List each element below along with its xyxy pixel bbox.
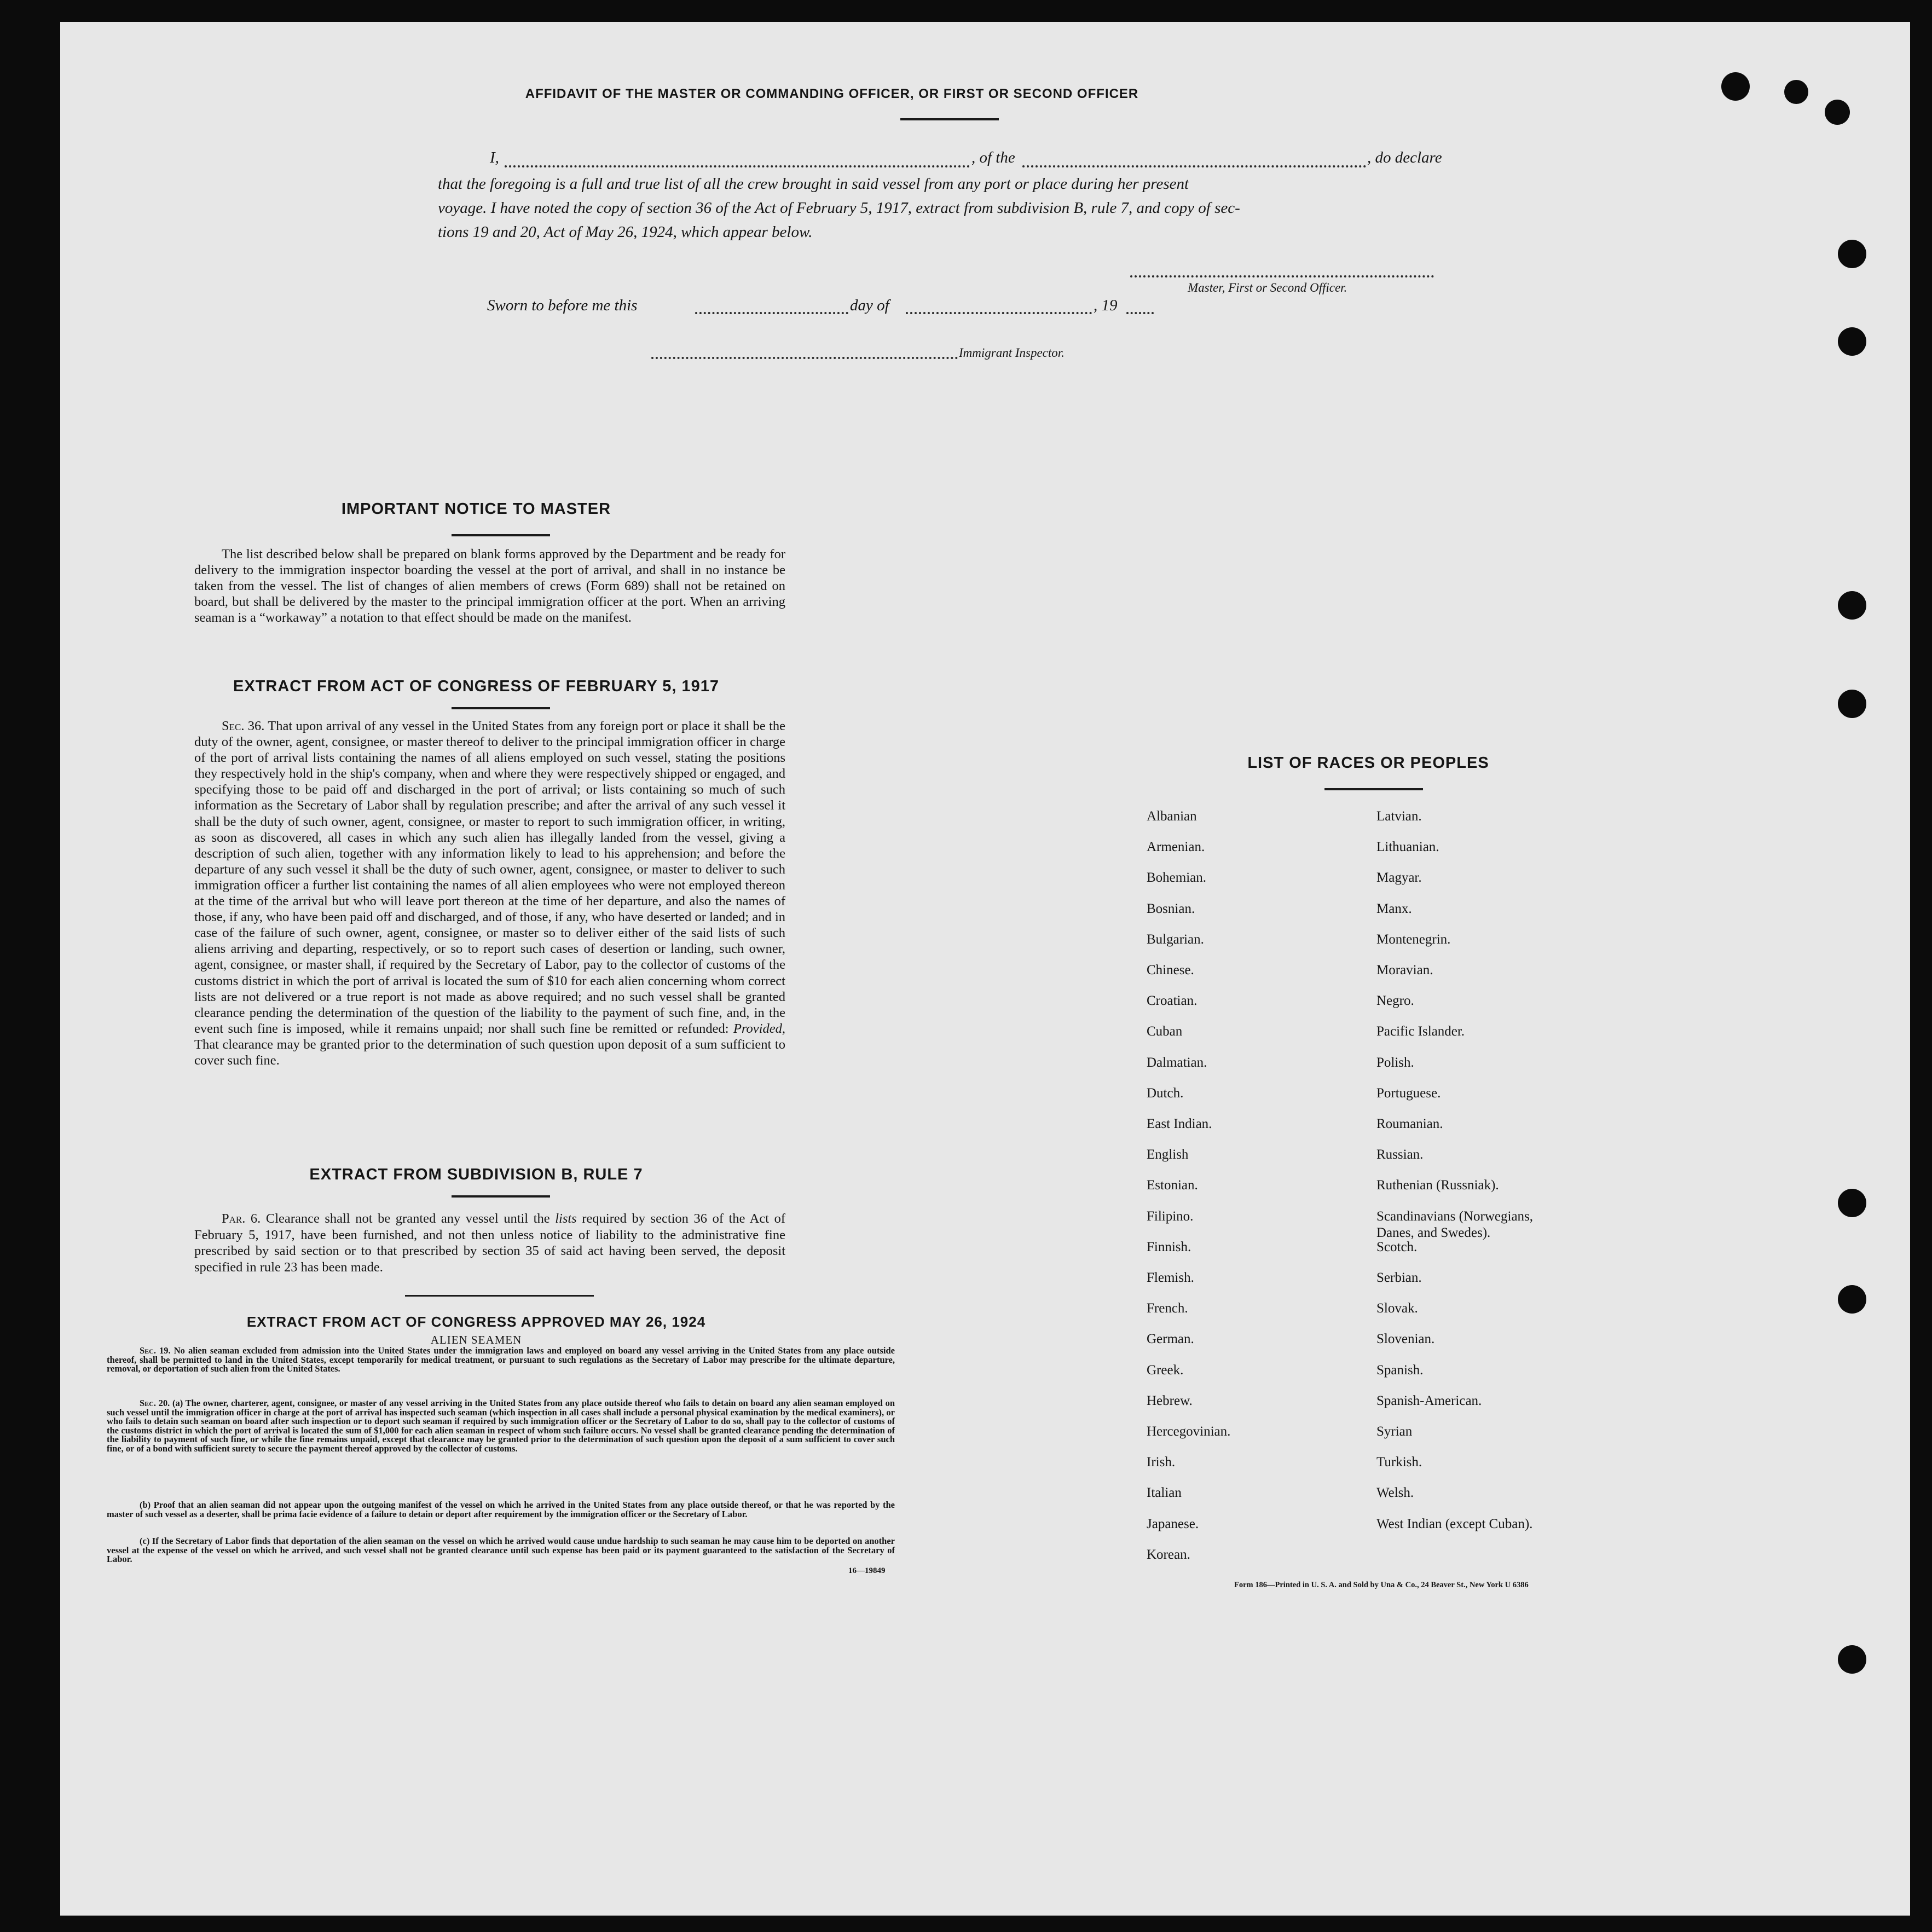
notice-rule	[452, 534, 550, 536]
sec-19-body: No alien seaman excluded from admission into the United States under the immigration laws and employed on board any vessel arriving in the United States from any place outside thereof, shall be permitted to land in the United States, except temporarily for medical treatment, or pursuant to such regulations as the Secretary of Labor may prescribe for the ultimate departure, removal, or deportation of such alien from the United States.	[107, 1345, 895, 1374]
notice-title: IMPORTANT NOTICE TO MASTER	[341, 500, 611, 518]
race-item: Slovenian.	[1376, 1332, 1435, 1347]
punch-hole	[1838, 690, 1866, 718]
signature-label: Master, First or Second Officer.	[1188, 281, 1347, 294]
affidavit-line-3: voyage. I have noted the copy of section 36 of the Act of February 5, 1917, extract from subdivision B, rule 7, and copy of sec-	[438, 199, 1240, 217]
affidavit-i-label: I,	[490, 149, 499, 166]
race-item: Italian	[1147, 1485, 1182, 1501]
inspector-blank[interactable]	[651, 357, 958, 359]
punch-hole	[1838, 591, 1866, 620]
punch-hole	[1838, 327, 1866, 356]
sec-19-label: Sec. 19.	[140, 1345, 171, 1356]
race-item: Hebrew.	[1147, 1393, 1193, 1408]
punch-hole	[1784, 80, 1808, 104]
alien-seamen-subtitle: ALIEN SEAMEN	[430, 1333, 522, 1346]
race-item: Moravian.	[1376, 963, 1433, 977]
inspector-label: Immigrant Inspector.	[959, 346, 1065, 360]
race-item: Korean.	[1147, 1547, 1190, 1562]
affidavit-of-the: , of the	[971, 149, 1015, 166]
race-item: Polish.	[1376, 1055, 1414, 1070]
race-item: Flemish.	[1147, 1270, 1194, 1285]
name-blank[interactable]	[505, 165, 970, 167]
sec-19-text	[107, 1346, 895, 1374]
race-item: Greek.	[1147, 1362, 1184, 1378]
race-item: Danes, and Swedes).	[1376, 1225, 1491, 1240]
race-item: Portuguese.	[1376, 1085, 1441, 1101]
race-item: Spanish.	[1376, 1362, 1424, 1378]
affidavit-line-2: that the foregoing is a full and true list of all the crew brought in said vessel from any port or place during her present	[438, 175, 1189, 193]
race-item: Croatian.	[1147, 993, 1198, 1009]
rule7-title: EXTRACT FROM SUBDIVISION B, RULE 7	[309, 1166, 643, 1183]
race-item: Ruthenian (Russniak).	[1376, 1178, 1499, 1193]
race-item: Japanese.	[1147, 1516, 1199, 1531]
rule7-body-b: required by section 36 of the Act of February 5, 1917, have been furnished, and not then unless notice of liability to the administrative fine prescribed by said section or to that prescribed by section 35 of said act having been served, the deposit specified in rule 23 has been made.	[194, 1211, 786, 1275]
sec-36-label: Sec. 36.	[222, 719, 265, 733]
affidavit-do-declare: , do declare	[1367, 149, 1442, 166]
rule7-rule	[452, 1195, 550, 1198]
race-item: West Indian (except Cuban).	[1376, 1516, 1533, 1531]
provided-word: Provided,	[733, 1021, 785, 1036]
form-code: 16—19849	[848, 1566, 886, 1575]
affidavit-line-4: tions 19 and 20, Act of May 26, 1924, which appear below.	[438, 223, 813, 241]
race-item: Albanian	[1147, 809, 1197, 824]
punch-hole	[1838, 1645, 1866, 1674]
race-item: English	[1147, 1147, 1189, 1162]
race-item: Syrian	[1376, 1424, 1413, 1439]
race-item: Montenegrin.	[1376, 932, 1451, 947]
race-item: Hercegovinian.	[1147, 1424, 1231, 1439]
punch-hole	[1838, 1285, 1866, 1314]
printer-imprint: Form 186—Printed in U. S. A. and Sold by Una & Co., 24 Beaver St., New York U 6386	[1234, 1581, 1529, 1589]
sec-20-label: Sec. 20.	[140, 1398, 170, 1408]
sworn-label: Sworn to before me this	[487, 297, 638, 314]
year-prefix: , 19	[1094, 297, 1118, 314]
race-item: Bulgarian.	[1147, 932, 1204, 947]
extract-1917-rule	[452, 707, 550, 709]
title-rule	[900, 118, 999, 120]
race-item: Finnish.	[1147, 1239, 1191, 1254]
race-item: Bohemian.	[1147, 870, 1207, 886]
sec-20a-text	[107, 1399, 895, 1453]
races-rule	[1324, 788, 1423, 790]
affidavit-title: AFFIDAVIT OF THE MASTER OR COMMANDING OFFICER, OR FIRST OR SECOND OFFICER	[525, 86, 1139, 101]
race-item: Roumanian.	[1376, 1117, 1443, 1131]
race-item: Bosnian.	[1147, 901, 1195, 916]
race-item: Latvian.	[1376, 809, 1422, 824]
year-blank[interactable]	[1126, 312, 1154, 314]
race-item: Dalmatian.	[1147, 1055, 1207, 1070]
race-item: East Indian.	[1147, 1117, 1212, 1131]
sec-20c-text: (c) If the Secretary of Labor finds that deportation of the alien seaman on the vessel on which he arrived would cause undue hardship to such seaman he may cause him to be deported on another vessel at the expense of the vessel on which he arrived, and such vessel shall not be granted clearance until such expense has been paid or its payment guaranteed to the satisfaction of the Secretary of Labor.	[107, 1536, 895, 1564]
race-item: Dutch.	[1147, 1085, 1184, 1101]
extract-1917-title: EXTRACT FROM ACT OF CONGRESS OF FEBRUARY 5, 1917	[233, 678, 720, 695]
race-item: Spanish-American.	[1376, 1393, 1482, 1408]
race-item: Scandinavians (Norwegians,	[1376, 1208, 1534, 1224]
race-item: Pacific Islander.	[1376, 1024, 1465, 1039]
rule7-end-rule	[405, 1295, 594, 1297]
punch-hole	[1838, 240, 1866, 268]
notice-body: The list described below shall be prepared on blank forms approved by the Department and be ready for delivery to the immigration inspector boarding the vessel at the port of arrival, and shall in no instance be taken from the vessel. The list of changes of alien members of crews (Form 689) shall not be retained on board, but shall be delivered by the master to the principal immigration officer at the port. When an arriving seaman is a “workaway” a notation to that effect should be made on the manifest.	[194, 547, 785, 625]
document-sheet	[60, 22, 1910, 1916]
race-item: Armenian.	[1147, 840, 1205, 855]
race-item: Manx.	[1376, 901, 1412, 916]
race-item: Magyar.	[1376, 870, 1422, 886]
sec-36-body-end: That clearance may be granted prior to the determination of such question upon deposit of a sum sufficient to cover such fine.	[194, 1037, 785, 1068]
section-36-text	[194, 718, 785, 1068]
par-6-label: Par. 6.	[222, 1211, 261, 1226]
day-of-label: day of	[850, 297, 889, 314]
race-item: Estonian.	[1147, 1178, 1198, 1193]
lists-word: lists	[555, 1211, 577, 1226]
race-item: Scotch.	[1376, 1239, 1418, 1254]
race-item: Cuban	[1147, 1024, 1183, 1039]
races-title: LIST OF RACES OR PEOPLES	[1247, 754, 1489, 772]
sec-20a-body: (a) The owner, charterer, agent, consignee, or master of any vessel arriving in the United States from any place outside thereof who fails to detain on board any alien seaman employed on such vessel until the immigration officer in charge at the port of arrival has inspected such seaman (which inspection in all cases shall include a personal physical examination by the medical examiners), or who fails to detain such seaman on board after such inspection or to deport such seaman if required by such immigration officer or the Secretary of Labor to do so, shall pay to the collector of customs of the customs district in which the port of arrival is located the sum of $1,000 for each alien seaman in respect of whom such failure occurs. No vessel shall be granted clearance pending the determination of the liability to payment of such fine, or while the fine remains unpaid, except that clearance may be granted prior to the determination of such question upon the deposit of a sum sufficient to cover such fine, or of a bond with sufficient surety to secure the payment thereof approved by the collector of customs.	[107, 1398, 895, 1454]
rule7-text	[194, 1211, 785, 1275]
punch-hole	[1721, 72, 1750, 101]
race-item: Negro.	[1376, 993, 1414, 1009]
sworn-month-blank[interactable]	[906, 312, 1092, 314]
race-item: Turkish.	[1376, 1455, 1422, 1470]
sec-36-body: That upon arrival of any vessel in the United States from any foreign port or place it shall be the duty of the owner, agent, consignee, or master thereof to deliver to the principal immigration officer in charge of the port of arrival lists containing the names of all aliens employed on such vessel, stating the positions they respectively hold in the ship's company, when and where they were respectively shipped or engaged, and specifying those to be paid off and discharged in the port of arrival; or lists containing so much of such information as the Secretary of Labor shall by regulation prescribe; and after the arrival of any such vessel it shall be the duty of such owner, agent, consignee, or master to report to such immigration officer, in writing, as soon as discovered, all cases in which any such alien has illegally landed from the vessel, giving a description of such alien, together with any information likely to lead to his apprehension; and before the departure of any such vessel it shall be the duty of such owner, agent, consignee, or master to deliver to such immigration officer a further list containing the names of all alien employees who were not employed thereon at the time of the arrival but who will leave port thereon at the time of her departure, and also the names of those, if any, who have been paid off and discharged, and of those, if any, who have deserted or landed; and in case of the failure of such owner, agent, consignee, or master so to deliver either of the said lists of such aliens arriving and departing, respectively, or so to report such cases of desertion or landing, such owner, agent, consignee, or master shall, if required by the Secretary of Labor, pay to the collector of customs of the customs district in which the port of arrival is located the sum of $10 for each alien concerning whom correct lists are not delivered or a true report is not made as above required; and no such vessel shall be granted clearance pending the determination of the question of the liability to the payment of such fine, and, in the event such fine is imposed, while it remains unpaid; nor shall such fine be remitted or refunded:	[194, 719, 785, 1036]
race-item: Russian.	[1376, 1147, 1424, 1162]
race-item: Chinese.	[1147, 963, 1194, 977]
race-item: German.	[1147, 1332, 1194, 1347]
race-item: Filipino.	[1147, 1208, 1194, 1224]
race-item: Irish.	[1147, 1455, 1176, 1470]
sworn-day-blank[interactable]	[695, 312, 848, 314]
race-item: Serbian.	[1376, 1270, 1422, 1285]
punch-hole	[1825, 100, 1850, 125]
rule7-body-a: Clearance shall not be granted any vessel until the	[265, 1211, 550, 1226]
sec-20b-text: (b) Proof that an alien seaman did not appear upon the outgoing manifest of the vessel on which he arrived in the United States from any place outside thereof, or that he was reported by the master of such vessel as a deserter, shall be prima facie evidence of a failure to detain or deport after requirement by the immigration officer or the Secretary of Labor.	[107, 1500, 895, 1519]
punch-hole	[1838, 1189, 1866, 1217]
extract-1924-title: EXTRACT FROM ACT OF CONGRESS APPROVED MAY 26, 1924	[246, 1314, 706, 1330]
race-item: Welsh.	[1376, 1485, 1414, 1501]
vessel-blank[interactable]	[1022, 165, 1366, 167]
signature-blank[interactable]	[1130, 275, 1434, 277]
race-item: Lithuanian.	[1376, 840, 1439, 855]
race-item: French.	[1147, 1301, 1188, 1316]
race-item: Slovak.	[1376, 1301, 1418, 1316]
